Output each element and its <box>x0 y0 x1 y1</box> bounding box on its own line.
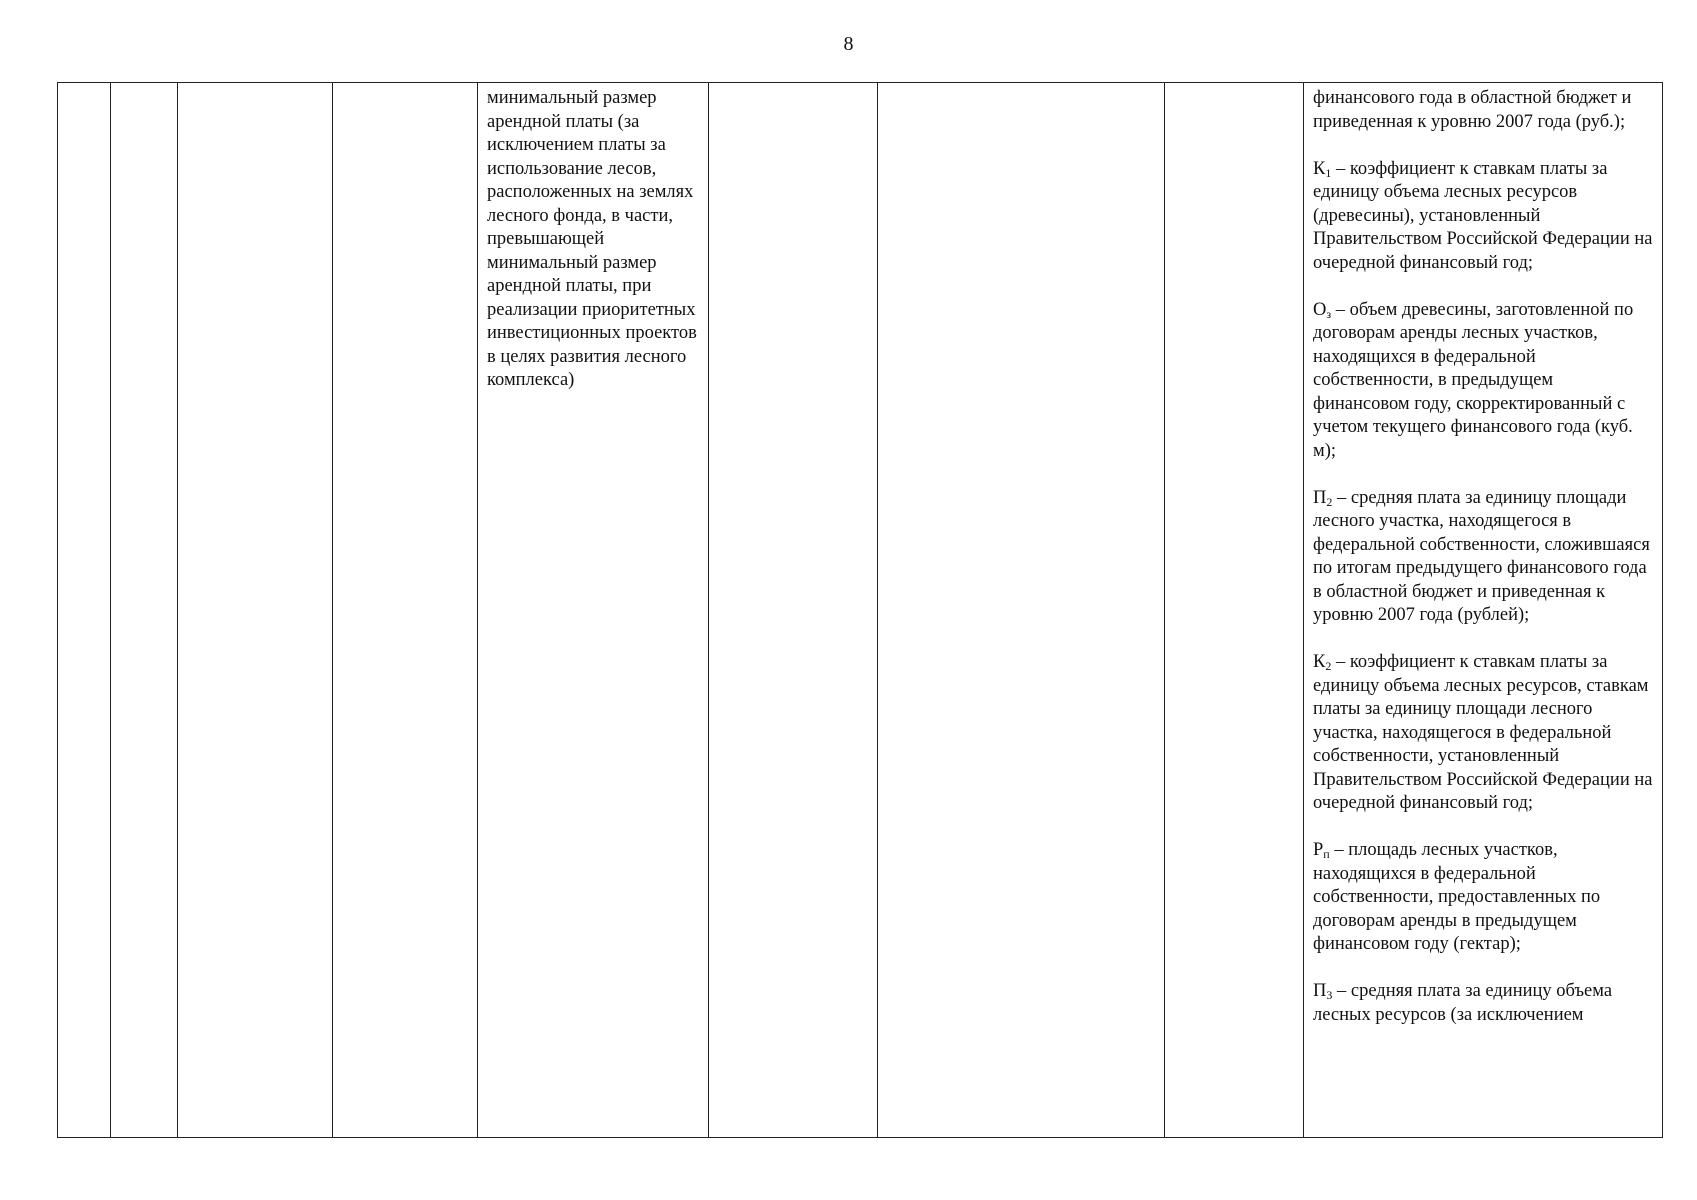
variable-symbol: $К_2$ <box>1313 652 1332 673</box>
formula-variable-block <box>1313 839 1654 957</box>
document-table <box>57 82 1663 1138</box>
table-cell-col-5 <box>478 83 709 1138</box>
table-cell-col-1 <box>58 83 111 1138</box>
variable-description: – средняя плата за единицу площади лесного участка, находящегося в федеральной собственности, сложившаяся по итогам предыдущего финансового года в областной бюджет и приведенная к уровню 2007 года (рублей); <box>1313 487 1650 625</box>
page-number: 8 <box>843 33 854 55</box>
variable-description: – объем древесины, заготовленной по договорам аренды лесных участков, находящихся в федеральной собственности, в предыдущем финансовом году, скорректированный с учетом текущего финансового года (куб. м); <box>1313 299 1634 461</box>
payment-description-text: минимальный размер арендной платы (за исключением платы за использование лесов, расположенных на землях лесного фонда, в части, превышающей минимальный размер арендной платы, при реализации приоритетных инвестиционных проектов в целях развития лесного комплекса) <box>487 88 697 390</box>
table-cell-col-3 <box>178 83 333 1138</box>
variable-description: – коэффициент к ставкам платы за единицу объема лесных ресурсов, ставкам платы за единицу площади лесного участка, находящегося в федеральной собственности, установленный Правительством Российской Федерации на очередной финансовый год; <box>1313 652 1653 813</box>
formula-variable-block <box>1313 87 1654 134</box>
formula-variable-block <box>1313 299 1654 464</box>
variable-description: – средняя плата за единицу объема лесных ресурсов (за исключением <box>1313 981 1613 1025</box>
formula-variable-block <box>1313 651 1654 816</box>
table-row <box>58 83 1663 1138</box>
variable-symbol: $Р_п$ <box>1313 840 1330 861</box>
table-cell-col-2 <box>111 83 178 1138</box>
table-cell-col-9 <box>1304 83 1663 1138</box>
variable-description: – площадь лесных участков, находящихся в федеральной собственности, предоставленных по договорам аренды в предыдущем финансовом году (гектар); <box>1313 840 1601 954</box>
variable-symbol: $К_1$ <box>1313 158 1332 180</box>
formula-variable-block <box>1313 980 1654 1027</box>
table-cell-col-4 <box>333 83 478 1138</box>
formula-variable-block <box>1313 487 1654 628</box>
variable-symbol: $П_2$ <box>1313 487 1333 509</box>
table-cell-col-8 <box>1165 83 1304 1138</box>
variable-description: – коэффициент к ставкам платы за единицу объема лесных ресурсов (древесины), установленный Правительством Российской Федерации на очередной финансовый год; <box>1313 158 1653 273</box>
variable-symbol: $О_з$ <box>1313 299 1332 321</box>
variable-symbol: $П_3$ <box>1313 981 1333 1002</box>
variable-description: финансового года в областной бюджет и приведенная к уровню 2007 года (руб.); <box>1313 88 1632 132</box>
table-cell-col-7 <box>878 83 1165 1138</box>
table-cell-col-6 <box>709 83 878 1138</box>
formula-variable-block <box>1313 158 1654 276</box>
